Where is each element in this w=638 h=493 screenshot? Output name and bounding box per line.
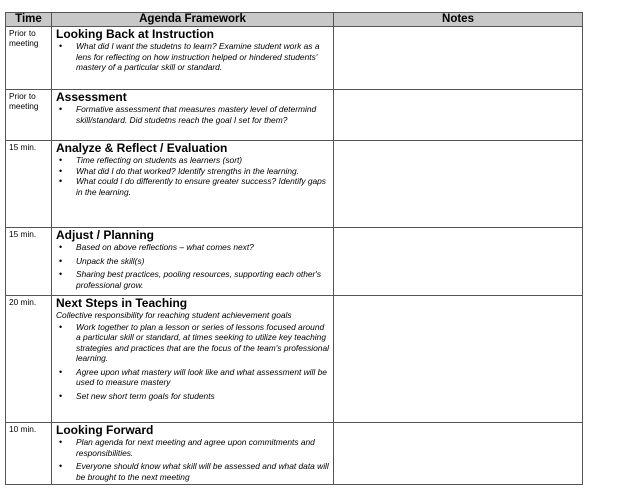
bullet-icon: • bbox=[59, 41, 63, 51]
bullet-list bbox=[56, 322, 330, 402]
bullet-text: What did I do that worked? Identify strengths in the learning. bbox=[76, 165, 299, 176]
bullet-icon: • bbox=[59, 269, 63, 279]
bullet-text: Agree upon what mastery will look like and what assessment will be used to measure mastery bbox=[76, 366, 327, 387]
agenda-cell bbox=[52, 141, 334, 228]
bullet-text: Time reflecting on students as learners (sort) bbox=[76, 155, 243, 165]
list-item bbox=[56, 367, 330, 388]
list-item bbox=[56, 322, 330, 364]
bullet-icon: • bbox=[59, 104, 63, 114]
bullet-text: Set new short term goals for students bbox=[76, 390, 215, 401]
list-item bbox=[56, 176, 330, 197]
bullet-text: What could I do differently to ensure greater success? Identify gaps in the learning. bbox=[76, 176, 326, 197]
agenda-cell bbox=[52, 27, 334, 90]
time-header: Time bbox=[6, 13, 52, 27]
notes-cell[interactable] bbox=[334, 90, 583, 141]
time-cell: 15 min. bbox=[6, 141, 52, 228]
header-row bbox=[6, 13, 583, 27]
time-cell: 20 min. bbox=[6, 296, 52, 423]
section-title: Assessment bbox=[56, 90, 127, 104]
notes-cell[interactable] bbox=[334, 141, 583, 228]
bullet-text: Based on above reflections – what comes next? bbox=[76, 242, 254, 252]
notes-header: Notes bbox=[334, 13, 583, 27]
agenda-row-next-steps bbox=[6, 296, 583, 423]
list-item bbox=[56, 242, 330, 253]
time-cell: Prior to meeting bbox=[6, 27, 52, 90]
agenda-cell bbox=[52, 90, 334, 141]
bullet-text: Formative assessment that measures mastery level of determind skill/standard. Did studetns reach the goal I set for them? bbox=[76, 104, 317, 125]
list-item bbox=[56, 41, 330, 73]
list-item bbox=[56, 166, 330, 177]
bullet-text: Work together to plan a lesson or series of lessons focused around a particular skill or standard, at times seeking to utilize key teaching strategies and practices that are the focus of the team's professional learning. bbox=[76, 321, 329, 363]
list-item bbox=[56, 461, 330, 482]
agenda-header: Agenda Framework bbox=[52, 13, 334, 27]
notes-cell[interactable] bbox=[334, 228, 583, 296]
bullet-icon: • bbox=[59, 155, 63, 165]
bullet-icon: • bbox=[59, 390, 63, 401]
bullet-text: Everyone should know what skill will be assessed and what data will be brought to the next meeting bbox=[76, 461, 329, 482]
agenda-row-looking-back bbox=[6, 27, 583, 90]
time-cell: 15 min. bbox=[6, 228, 52, 296]
agenda-row-adjust-planning bbox=[6, 228, 583, 296]
notes-cell[interactable] bbox=[334, 296, 583, 423]
bullet-text: Unpack the skill(s) bbox=[76, 255, 145, 266]
list-item bbox=[56, 391, 330, 402]
agenda-cell bbox=[52, 296, 334, 423]
bullet-list bbox=[56, 104, 330, 125]
section-title: Looking Back at Instruction bbox=[56, 27, 215, 41]
agenda-cell bbox=[52, 423, 334, 485]
bullet-icon: • bbox=[59, 242, 63, 252]
bullet-icon: • bbox=[59, 165, 63, 176]
bullet-icon: • bbox=[59, 437, 63, 447]
time-cell: 10 min. bbox=[6, 423, 52, 485]
time-cell: Prior to meeting bbox=[6, 90, 52, 141]
bullet-icon: • bbox=[59, 366, 63, 377]
agenda-row-looking-forward bbox=[6, 423, 583, 485]
agenda-row-analyze-reflect bbox=[6, 141, 583, 228]
section-title: Next Steps in Teaching bbox=[56, 296, 188, 310]
bullet-list bbox=[56, 155, 330, 197]
bullet-icon: • bbox=[59, 461, 63, 471]
list-item bbox=[56, 437, 330, 458]
bullet-list bbox=[56, 242, 330, 290]
section-title: Looking Forward bbox=[56, 423, 154, 437]
bullet-list bbox=[56, 437, 330, 482]
bullet-icon: • bbox=[59, 321, 63, 332]
list-item bbox=[56, 155, 330, 166]
list-item bbox=[56, 104, 330, 125]
bullet-text: Sharing best practices, pooling resources, supporting each other's professional grow. bbox=[76, 269, 322, 290]
bullet-icon: • bbox=[59, 255, 63, 266]
list-item bbox=[56, 269, 330, 290]
agenda-table bbox=[5, 12, 583, 485]
section-intro: Collective responsibility for reaching student achievement goals bbox=[56, 310, 292, 320]
section-title: Analyze & Reflect / Evaluation bbox=[56, 141, 228, 155]
bullet-icon: • bbox=[59, 176, 63, 186]
list-item bbox=[56, 256, 330, 267]
section-title: Adjust / Planning bbox=[56, 228, 154, 242]
notes-cell[interactable] bbox=[334, 27, 583, 90]
agenda-row-assessment bbox=[6, 90, 583, 141]
bullet-text: Plan agenda for next meeting and agree upon commitments and responsibilities. bbox=[76, 437, 315, 458]
bullet-list bbox=[56, 41, 330, 73]
notes-cell[interactable] bbox=[334, 423, 583, 485]
bullet-text: What did I want the studetns to learn? Examine student work as a lens for reflecting on how instruction helped or hindered students' mastery of a particular skill or standard. bbox=[76, 41, 320, 72]
agenda-cell bbox=[52, 228, 334, 296]
